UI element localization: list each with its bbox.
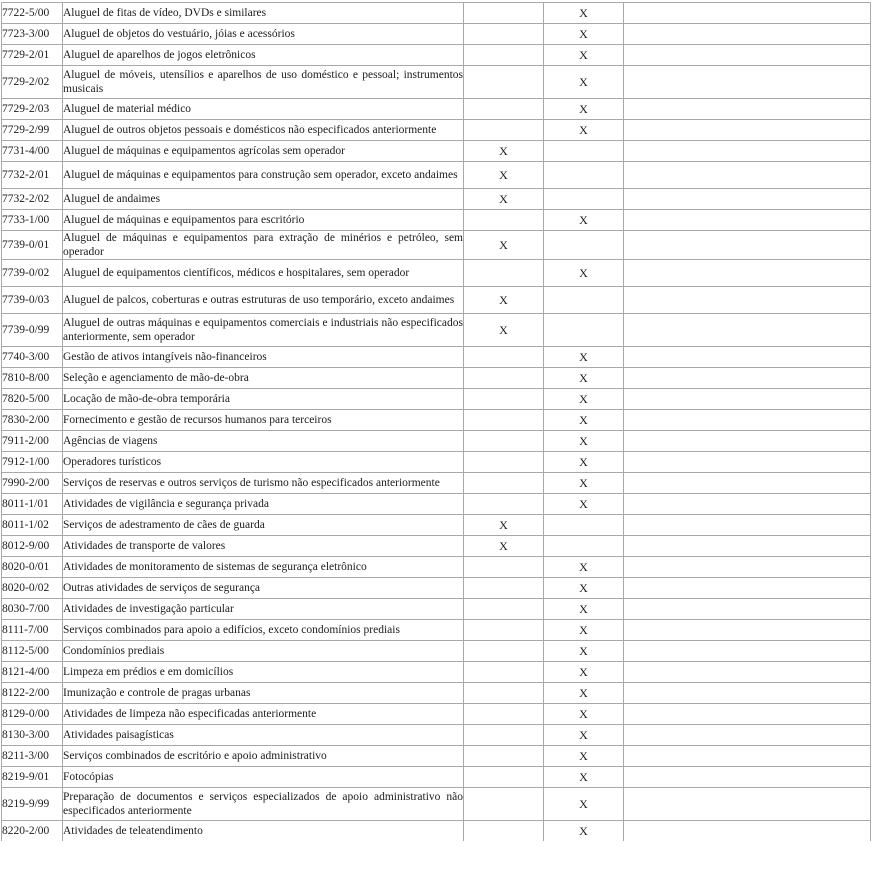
activity-description-cell: Serviços combinados de escritório e apoio administrativo: [63, 746, 464, 767]
activity-description-cell: Fotocópias: [63, 767, 464, 788]
table-row: [2, 704, 871, 725]
trailing-empty-cell: [624, 389, 871, 410]
mark-cell-b: X: [544, 557, 624, 578]
cnae-code-cell: 8011-1/02: [2, 515, 63, 536]
activity-description-cell: Atividades de monitoramento de sistemas de segurança eletrônico: [63, 557, 464, 578]
mark-cell-a: [464, 599, 544, 620]
mark-cell-a: [464, 410, 544, 431]
activity-description-cell: Limpeza em prédios e em domicílios: [63, 662, 464, 683]
cnae-code-cell: 8211-3/00: [2, 746, 63, 767]
cnae-code-cell: 8129-0/00: [2, 704, 63, 725]
trailing-empty-cell: [624, 120, 871, 141]
table-row: [2, 66, 871, 99]
trailing-empty-cell: [624, 473, 871, 494]
activity-description-cell: Atividades de vigilância e segurança privada: [63, 494, 464, 515]
table-row: [2, 189, 871, 210]
mark-cell-a: [464, 641, 544, 662]
activity-description-cell: Aluguel de outras máquinas e equipamentos comerciais e industriais não especificados anteriormente, sem operador: [63, 314, 464, 347]
cnae-code-cell: 7739-0/99: [2, 314, 63, 347]
trailing-empty-cell: [624, 66, 871, 99]
cnae-code-cell: 8220-2/00: [2, 821, 63, 842]
activity-description-cell: Aluguel de máquinas e equipamentos agrícolas sem operador: [63, 141, 464, 162]
mark-cell-b: X: [544, 389, 624, 410]
cnae-code-cell: 8130-3/00: [2, 725, 63, 746]
mark-cell-a: [464, 24, 544, 45]
mark-cell-b: [544, 314, 624, 347]
mark-cell-a: X: [464, 314, 544, 347]
cnae-code-cell: 8219-9/01: [2, 767, 63, 788]
trailing-empty-cell: [624, 662, 871, 683]
table-row: [2, 578, 871, 599]
mark-cell-a: [464, 821, 544, 842]
mark-cell-b: X: [544, 452, 624, 473]
cnae-code-cell: 7990-2/00: [2, 473, 63, 494]
mark-cell-a: [464, 452, 544, 473]
mark-cell-b: X: [544, 704, 624, 725]
table-row: [2, 683, 871, 704]
mark-cell-b: X: [544, 473, 624, 494]
mark-cell-b: X: [544, 66, 624, 99]
cnae-code-cell: 7729-2/02: [2, 66, 63, 99]
trailing-empty-cell: [624, 704, 871, 725]
activity-description-cell: Atividades de transporte de valores: [63, 536, 464, 557]
activity-description-cell: Serviços de reservas e outros serviços de turismo não especificados anteriormente: [63, 473, 464, 494]
mark-cell-b: X: [544, 120, 624, 141]
table-row: [2, 494, 871, 515]
mark-cell-a: X: [464, 231, 544, 260]
mark-cell-a: [464, 788, 544, 821]
cnae-code-cell: 7732-2/01: [2, 162, 63, 189]
cnae-code-cell: 8112-5/00: [2, 641, 63, 662]
mark-cell-b: X: [544, 641, 624, 662]
mark-cell-a: [464, 494, 544, 515]
mark-cell-a: [464, 704, 544, 725]
cnae-code-cell: 7830-2/00: [2, 410, 63, 431]
activity-description-cell: Serviços de adestramento de cães de guarda: [63, 515, 464, 536]
activity-description-cell: Aluguel de aparelhos de jogos eletrônicos: [63, 45, 464, 66]
mark-cell-a: X: [464, 536, 544, 557]
trailing-empty-cell: [624, 45, 871, 66]
trailing-empty-cell: [624, 24, 871, 45]
table-row: [2, 120, 871, 141]
table-row: [2, 260, 871, 287]
activity-description-cell: Atividades de teleatendimento: [63, 821, 464, 842]
activity-description-cell: Aluguel de palcos, coberturas e outras estruturas de uso temporário, exceto andaimes: [63, 287, 464, 314]
activity-description-cell: Atividades paisagísticas: [63, 725, 464, 746]
cnae-code-cell: 7739-0/01: [2, 231, 63, 260]
mark-cell-a: [464, 260, 544, 287]
mark-cell-a: [464, 746, 544, 767]
trailing-empty-cell: [624, 189, 871, 210]
trailing-empty-cell: [624, 578, 871, 599]
mark-cell-a: [464, 431, 544, 452]
table-row: [2, 368, 871, 389]
table-row: [2, 599, 871, 620]
trailing-empty-cell: [624, 231, 871, 260]
trailing-empty-cell: [624, 821, 871, 842]
mark-cell-b: [544, 141, 624, 162]
mark-cell-a: [464, 557, 544, 578]
cnae-code-cell: 8020-0/01: [2, 557, 63, 578]
mark-cell-a: [464, 45, 544, 66]
trailing-empty-cell: [624, 314, 871, 347]
mark-cell-b: X: [544, 99, 624, 120]
activity-description-cell: Aluguel de máquinas e equipamentos para construção sem operador, exceto andaimes: [63, 162, 464, 189]
table-row: [2, 210, 871, 231]
mark-cell-a: [464, 120, 544, 141]
mark-cell-b: X: [544, 210, 624, 231]
table-row: [2, 410, 871, 431]
mark-cell-b: X: [544, 599, 624, 620]
mark-cell-b: [544, 231, 624, 260]
mark-cell-a: [464, 578, 544, 599]
cnae-code-cell: 7723-3/00: [2, 24, 63, 45]
trailing-empty-cell: [624, 210, 871, 231]
mark-cell-a: X: [464, 189, 544, 210]
cnae-code-cell: 7731-4/00: [2, 141, 63, 162]
mark-cell-a: [464, 3, 544, 24]
mark-cell-b: X: [544, 683, 624, 704]
cnae-code-cell: 8020-0/02: [2, 578, 63, 599]
activity-description-cell: Agências de viagens: [63, 431, 464, 452]
cnae-activities-table: [1, 2, 871, 841]
table-row: [2, 45, 871, 66]
mark-cell-b: X: [544, 788, 624, 821]
cnae-code-cell: 8111-7/00: [2, 620, 63, 641]
activity-description-cell: Aluguel de outros objetos pessoais e domésticos não especificados anteriormente: [63, 120, 464, 141]
mark-cell-b: [544, 536, 624, 557]
table-row: [2, 662, 871, 683]
mark-cell-b: X: [544, 662, 624, 683]
table-row: [2, 24, 871, 45]
trailing-empty-cell: [624, 3, 871, 24]
mark-cell-a: X: [464, 287, 544, 314]
trailing-empty-cell: [624, 746, 871, 767]
mark-cell-b: [544, 189, 624, 210]
mark-cell-a: [464, 389, 544, 410]
trailing-empty-cell: [624, 452, 871, 473]
trailing-empty-cell: [624, 141, 871, 162]
activity-description-cell: Aluguel de máquinas e equipamentos para extração de minérios e petróleo, sem operador: [63, 232, 463, 258]
mark-cell-a: [464, 767, 544, 788]
activity-description-cell: Aluguel de andaimes: [63, 189, 464, 210]
activity-description-cell: Imunização e controle de pragas urbanas: [63, 683, 464, 704]
mark-cell-b: X: [544, 494, 624, 515]
activity-description-cell: Serviços combinados para apoio a edifícios, exceto condomínios prediais: [63, 620, 464, 641]
table-row: [2, 557, 871, 578]
cnae-code-cell: 7911-2/00: [2, 431, 63, 452]
mark-cell-a: [464, 725, 544, 746]
cnae-code-cell: 7729-2/03: [2, 99, 63, 120]
mark-cell-b: X: [544, 368, 624, 389]
activity-description-cell: Seleção e agenciamento de mão-de-obra: [63, 368, 464, 389]
activity-description-cell: Aluguel de máquinas e equipamentos para escritório: [63, 210, 464, 231]
table-row: [2, 725, 871, 746]
trailing-empty-cell: [624, 620, 871, 641]
mark-cell-b: [544, 515, 624, 536]
trailing-empty-cell: [624, 683, 871, 704]
trailing-empty-cell: [624, 557, 871, 578]
activity-description-cell: Outras atividades de serviços de segurança: [63, 578, 464, 599]
table-row: [2, 314, 871, 347]
cnae-code-cell: 7739-0/02: [2, 260, 63, 287]
cnae-code-cell: 8219-9/99: [2, 788, 63, 821]
cnae-code-cell: 8122-2/00: [2, 683, 63, 704]
cnae-code-cell: 7729-2/99: [2, 120, 63, 141]
mark-cell-a: [464, 368, 544, 389]
table-row: [2, 431, 871, 452]
table-row: [2, 620, 871, 641]
mark-cell-b: X: [544, 821, 624, 842]
mark-cell-b: X: [544, 578, 624, 599]
cnae-code-cell: 7912-1/00: [2, 452, 63, 473]
activity-description-cell: Atividades de limpeza não especificadas anteriormente: [63, 704, 464, 725]
mark-cell-b: [544, 162, 624, 189]
trailing-empty-cell: [624, 162, 871, 189]
mark-cell-b: X: [544, 347, 624, 368]
table-row: [2, 536, 871, 557]
table-row: [2, 162, 871, 189]
cnae-code-cell: 8011-1/01: [2, 494, 63, 515]
table-row: [2, 788, 871, 821]
trailing-empty-cell: [624, 368, 871, 389]
mark-cell-a: [464, 683, 544, 704]
mark-cell-a: [464, 66, 544, 99]
activity-description-cell: Fornecimento e gestão de recursos humanos para terceiros: [63, 410, 464, 431]
mark-cell-a: [464, 662, 544, 683]
cnae-code-cell: 7820-5/00: [2, 389, 63, 410]
trailing-empty-cell: [624, 260, 871, 287]
table-row: [2, 746, 871, 767]
trailing-empty-cell: [624, 431, 871, 452]
activity-description-cell: Gestão de ativos intangíveis não-financeiros: [63, 347, 464, 368]
mark-cell-b: X: [544, 3, 624, 24]
cnae-code-cell: 7729-2/01: [2, 45, 63, 66]
trailing-empty-cell: [624, 287, 871, 314]
mark-cell-b: X: [544, 746, 624, 767]
trailing-empty-cell: [624, 410, 871, 431]
activity-description-cell: Aluguel de móveis, utensílios e aparelhos de uso doméstico e pessoal; instrumentos musicais: [63, 66, 464, 99]
cnae-code-cell: 8030-7/00: [2, 599, 63, 620]
activity-description-cell: Aluguel de objetos do vestuário, jóias e acessórios: [63, 24, 464, 45]
mark-cell-a: X: [464, 162, 544, 189]
mark-cell-a: [464, 620, 544, 641]
table-row: [2, 141, 871, 162]
mark-cell-a: [464, 99, 544, 120]
table-row: [2, 231, 871, 260]
activity-description-cell: Preparação de documentos e serviços especializados de apoio administrativo não especificados anteriormente: [63, 788, 464, 821]
trailing-empty-cell: [624, 725, 871, 746]
mark-cell-b: X: [544, 431, 624, 452]
trailing-empty-cell: [624, 599, 871, 620]
activity-description-cell: Locação de mão-de-obra temporária: [63, 389, 464, 410]
mark-cell-b: X: [544, 410, 624, 431]
activity-description-cell: Aluguel de equipamentos científicos, médicos e hospitalares, sem operador: [63, 260, 464, 287]
table-row: [2, 641, 871, 662]
trailing-empty-cell: [624, 767, 871, 788]
table-body: [2, 3, 871, 842]
table-row: [2, 515, 871, 536]
activity-description-cell: Condomínios prediais: [63, 641, 464, 662]
cnae-code-cell: 7733-1/00: [2, 210, 63, 231]
table-row: [2, 821, 871, 842]
cnae-code-cell: 7740-3/00: [2, 347, 63, 368]
trailing-empty-cell: [624, 515, 871, 536]
trailing-empty-cell: [624, 347, 871, 368]
table-row: [2, 473, 871, 494]
cnae-code-cell: 7739-0/03: [2, 287, 63, 314]
mark-cell-b: X: [544, 45, 624, 66]
cnae-code-cell: 7722-5/00: [2, 3, 63, 24]
table-row: [2, 389, 871, 410]
mark-cell-b: X: [544, 24, 624, 45]
trailing-empty-cell: [624, 99, 871, 120]
mark-cell-b: X: [544, 620, 624, 641]
trailing-empty-cell: [624, 788, 871, 821]
mark-cell-b: X: [544, 725, 624, 746]
table-row: [2, 3, 871, 24]
trailing-empty-cell: [624, 494, 871, 515]
mark-cell-a: X: [464, 141, 544, 162]
mark-cell-a: [464, 210, 544, 231]
activity-description-cell: Aluguel de fitas de vídeo, DVDs e similares: [63, 3, 464, 24]
mark-cell-b: [544, 287, 624, 314]
mark-cell-a: X: [464, 515, 544, 536]
activity-description-cell: Aluguel de material médico: [63, 99, 464, 120]
table-row: [2, 287, 871, 314]
cnae-code-cell: 8121-4/00: [2, 662, 63, 683]
cnae-code-cell: 7732-2/02: [2, 189, 63, 210]
activity-description-cell: Operadores turísticos: [63, 452, 464, 473]
mark-cell-b: X: [544, 767, 624, 788]
trailing-empty-cell: [624, 536, 871, 557]
cnae-code-cell: 7810-8/00: [2, 368, 63, 389]
mark-cell-a: [464, 347, 544, 368]
table-row: [2, 347, 871, 368]
trailing-empty-cell: [624, 641, 871, 662]
cnae-code-cell: 8012-9/00: [2, 536, 63, 557]
table-row: [2, 99, 871, 120]
activity-description-cell: Atividades de investigação particular: [63, 599, 464, 620]
table-row: [2, 452, 871, 473]
table-row: [2, 767, 871, 788]
mark-cell-b: X: [544, 260, 624, 287]
mark-cell-a: [464, 473, 544, 494]
